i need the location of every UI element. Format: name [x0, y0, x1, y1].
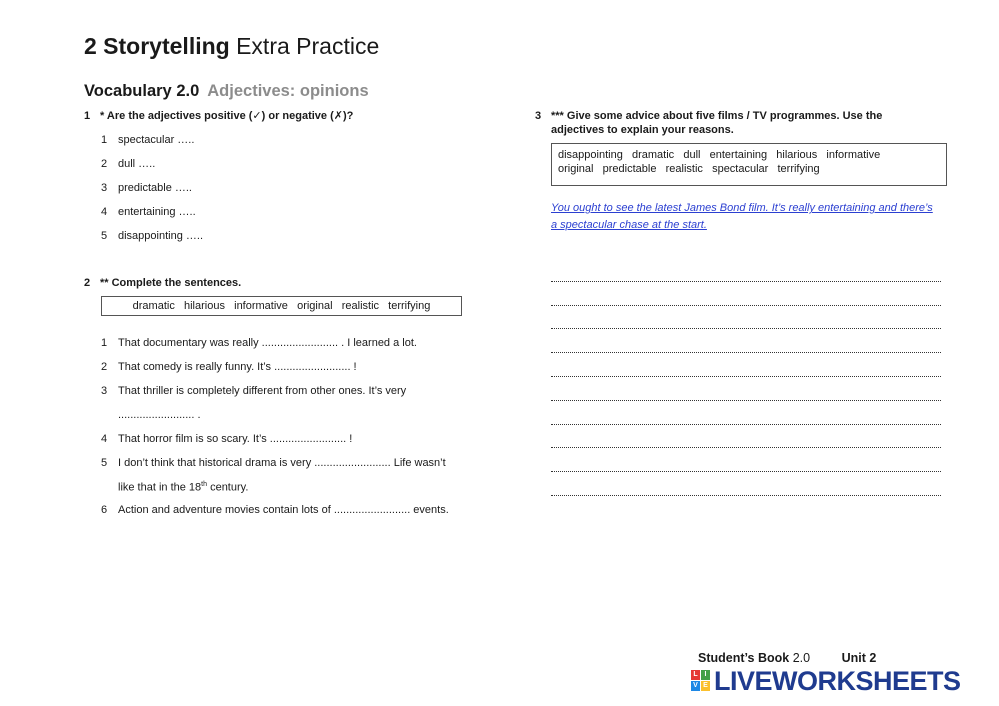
footer-reference: [698, 651, 876, 665]
item-number: 2: [101, 158, 108, 170]
word-box: dramatic hilarious informative original realistic terrifying: [101, 296, 462, 316]
example-answer: You ought to see the latest James Bond film. It’s really entertaining and there’s a spectacular chase at the start.: [551, 202, 933, 231]
vocabulary-label: Vocabulary 2.0: [84, 82, 200, 100]
unit-label: Unit 2: [841, 651, 877, 665]
logo-cell: V: [691, 681, 700, 691]
logo-cell: I: [701, 670, 710, 680]
item-text: Action and adventure movies contain lots of ......................... events.: [118, 504, 449, 516]
item-number: 1: [101, 337, 108, 349]
item-text: That comedy is really funny. It’s ......................... !: [118, 361, 357, 373]
book-version: 2.0: [792, 651, 811, 665]
logo-live-icon: [691, 670, 711, 692]
vocabulary-topic: Adjectives: opinions: [207, 82, 369, 100]
logo-cell: E: [701, 681, 710, 691]
item-text: That horror film is so scary. It’s ......................... !: [118, 433, 353, 445]
answer-line[interactable]: [551, 425, 941, 449]
item-text: dull …..: [118, 158, 156, 170]
item-number: 2: [101, 361, 108, 373]
exercise-number: 3: [535, 110, 542, 122]
item-number: 5: [101, 230, 108, 242]
exercise-number: 1: [84, 110, 91, 122]
answer-line[interactable]: [551, 472, 941, 496]
item-text: disappointing …..: [118, 230, 203, 242]
item-number: 6: [101, 504, 108, 516]
logo-cell: L: [691, 670, 700, 680]
item-text: That documentary was really ......................... . I learned a lot.: [118, 337, 417, 349]
exercise-text-line-2: adjectives to explain your reasons.: [551, 124, 734, 136]
unit-title-bold: 2 Storytelling: [84, 33, 230, 59]
exercise-text: * Are the adjectives positive (✓) or negative (✗)?: [100, 110, 354, 122]
item-number: 4: [101, 206, 108, 218]
unit-title-rest: Extra Practice: [236, 33, 380, 59]
word-box-line-2: original predictable realistic spectacular terrifying: [558, 163, 820, 175]
answer-line[interactable]: [551, 258, 941, 282]
answer-line[interactable]: [551, 401, 941, 425]
word-box-line-1: disappointing dramatic dull entertaining hilarious informative: [558, 149, 881, 161]
item-text: spectacular …..: [118, 134, 195, 146]
answer-line[interactable]: [551, 448, 941, 472]
item-text: like that in the 18th century.: [118, 481, 249, 494]
item-number: 1: [101, 134, 108, 146]
answer-line[interactable]: [551, 306, 941, 330]
word-box: [551, 143, 947, 186]
answer-line[interactable]: [551, 353, 941, 377]
item-text: predictable …..: [118, 182, 192, 194]
item-text: That thriller is completely different from other ones. It’s very: [118, 385, 407, 397]
item-text: I don’t think that historical drama is very ......................... Life wasn’t: [118, 457, 446, 469]
exercise-text-line-1: *** Give some advice about five films / TV programmes. Use the: [551, 110, 883, 122]
item-number: 5: [101, 457, 108, 469]
exercise-number: 2: [84, 277, 91, 289]
answer-lines: [551, 258, 941, 496]
item-text: ......................... .: [118, 409, 201, 421]
item-number: 4: [101, 433, 108, 445]
item-number: 3: [101, 182, 108, 194]
answer-line[interactable]: [551, 377, 941, 401]
logo-wordmark: LIVEWORKSHEETS: [714, 666, 961, 696]
answer-line[interactable]: [551, 329, 941, 353]
worksheet-title: [84, 33, 379, 60]
exercise-text: ** Complete the sentences.: [100, 277, 242, 289]
item-text: entertaining …..: [118, 206, 196, 218]
answer-line[interactable]: [551, 282, 941, 306]
section-heading: [84, 82, 369, 101]
book-name: Student’s Book: [698, 651, 790, 665]
item-number: 3: [101, 385, 108, 397]
